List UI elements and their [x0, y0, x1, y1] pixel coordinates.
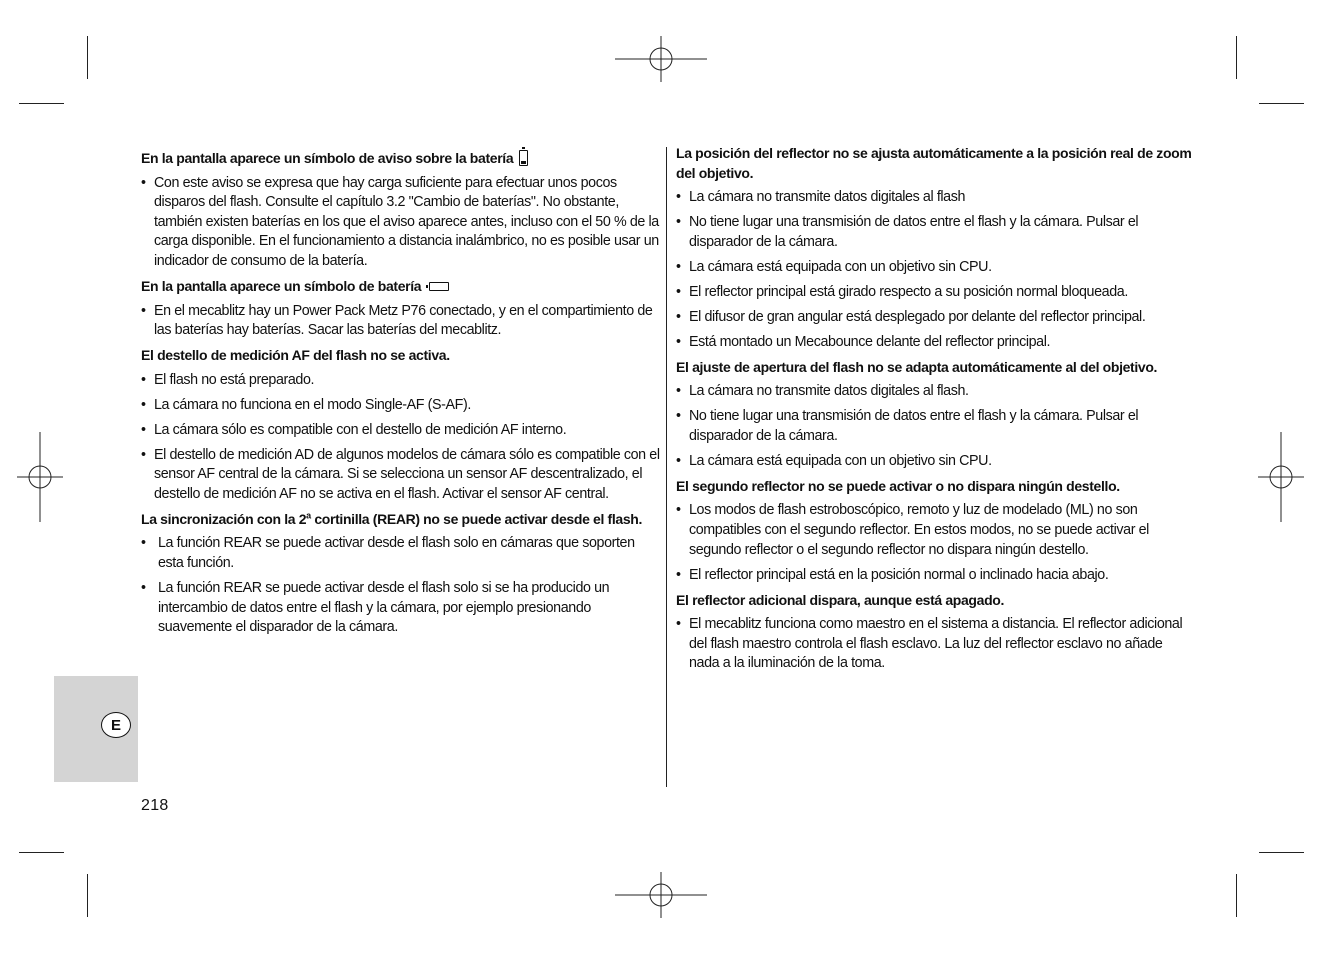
list-item: • La cámara sólo es compatible con el destello de medición AF interno.	[141, 421, 661, 441]
list-item: • La cámara no transmite datos digitales al flash	[676, 188, 1192, 208]
item-list	[141, 174, 661, 272]
crop-mark	[1259, 852, 1304, 853]
list-item: • La cámara está equipada con un objetivo sin CPU.	[676, 452, 1192, 472]
item-list	[676, 501, 1192, 585]
section-heading: En la pantalla aparece un símbolo de batería	[141, 277, 661, 297]
registration-mark-icon	[17, 432, 63, 522]
section-heading: El ajuste de apertura del flash no se adapta automáticamente al del objetivo.	[676, 358, 1158, 375]
list-item: • Está montado un Mecabounce delante del reflector principal.	[676, 333, 1192, 353]
list-item: • El destello de medición AD de algunos modelos de cámara sólo es compatible con el sensor AF central de la cámara. Si se selecciona un sensor AF descentralizado, el destello de medición AF no se activa en el flash. Activar el sensor AF central.	[141, 446, 661, 505]
item-list	[676, 382, 1192, 471]
list-item: • El mecablitz funciona como maestro en el sistema a distancia. El reflector adicional del flash maestro controla el flash esclavo. La luz del reflector esclavo no añade nada a la iluminación de la toma.	[676, 615, 1192, 674]
battery-empty-icon	[429, 282, 449, 291]
section-heading: El reflector adicional dispara, aunque está apagado.	[676, 591, 1005, 608]
section-heading: La posición del reflector no se ajusta automáticamente a la posición real de zoom del objetivo.	[676, 145, 1192, 181]
list-item: • La función REAR se puede activar desde el flash solo en cámaras que soporten esta función.	[141, 534, 661, 573]
crop-mark	[87, 874, 88, 917]
list-item: • Con este aviso se expresa que hay carga suficiente para efectuar unos pocos disparos del flash. Consulte el capítulo 3.2 "Cambio de baterías". No obstante, también existen baterías en los que el aviso aparece antes, incluso con el 50 % de la carga disponible. En el funcionamiento a distancia inalámbrico, no es posible usar un indicador de consumo de la batería.	[141, 174, 661, 272]
registration-mark-icon	[615, 872, 707, 918]
crop-mark	[1259, 103, 1304, 104]
battery-warning-icon	[519, 150, 528, 166]
registration-mark-icon	[1258, 432, 1304, 522]
list-item: • El flash no está preparado.	[141, 371, 661, 391]
section-heading: La sincronización con la 2$^a$ cortinilla (REAR) no se puede activar desde el flash.	[141, 510, 643, 527]
crop-mark	[19, 852, 64, 853]
right-column	[676, 144, 1192, 679]
list-item: • El reflector principal está en la posición normal o inclinado hacia abajo.	[676, 566, 1192, 586]
list-item: • La función REAR se puede activar desde el flash solo si se ha producido un intercambio de datos entre el flash y la cámara, por ejemplo presionando suavemente el disparador de la cámara.	[141, 579, 661, 638]
item-list	[141, 302, 661, 341]
crop-mark	[1236, 36, 1237, 79]
list-item: • Los modos de flash estroboscópico, remoto y luz de modelado (ML) no son compatibles con el segundo reflector. En estos modos, no se puede activar el segundo reflector o el segundo reflector no dispara ningún destello.	[676, 501, 1192, 560]
registration-mark-icon	[615, 36, 707, 82]
list-item: • La cámara está equipada con un objetivo sin CPU.	[676, 258, 1192, 278]
list-item: • En el mecablitz hay un Power Pack Metz P76 conectado, y en el compartimiento de las baterías hay baterías. Sacar las baterías del mecablitz.	[141, 302, 661, 341]
section-heading: En la pantalla aparece un símbolo de aviso sobre la batería	[141, 149, 661, 169]
list-item: • El reflector principal está girado respecto a su posición normal bloqueada.	[676, 283, 1192, 303]
crop-mark	[87, 36, 88, 79]
list-item: • El difusor de gran angular está desplegado por delante del reflector principal.	[676, 308, 1192, 328]
crop-mark	[19, 103, 64, 104]
page-number: 218	[141, 797, 169, 814]
item-list	[141, 371, 661, 505]
language-badge: E	[101, 712, 131, 738]
column-divider	[666, 147, 667, 787]
list-item: • La cámara no funciona en el modo Single-AF (S-AF).	[141, 396, 661, 416]
item-list	[676, 615, 1192, 674]
left-column	[141, 144, 661, 643]
item-list	[141, 534, 661, 637]
crop-mark	[1236, 874, 1237, 917]
list-item: • No tiene lugar una transmisión de datos entre el flash y la cámara. Pulsar el disparador de la cámara.	[676, 213, 1192, 252]
list-item: • No tiene lugar una transmisión de datos entre el flash y la cámara. Pulsar el disparador de la cámara.	[676, 407, 1192, 446]
section-heading: El destello de medición AF del flash no se activa.	[141, 347, 450, 364]
item-list	[676, 188, 1192, 352]
list-item: • La cámara no transmite datos digitales al flash.	[676, 382, 1192, 402]
section-heading: El segundo reflector no se puede activar o no dispara ningún destello.	[676, 477, 1120, 494]
